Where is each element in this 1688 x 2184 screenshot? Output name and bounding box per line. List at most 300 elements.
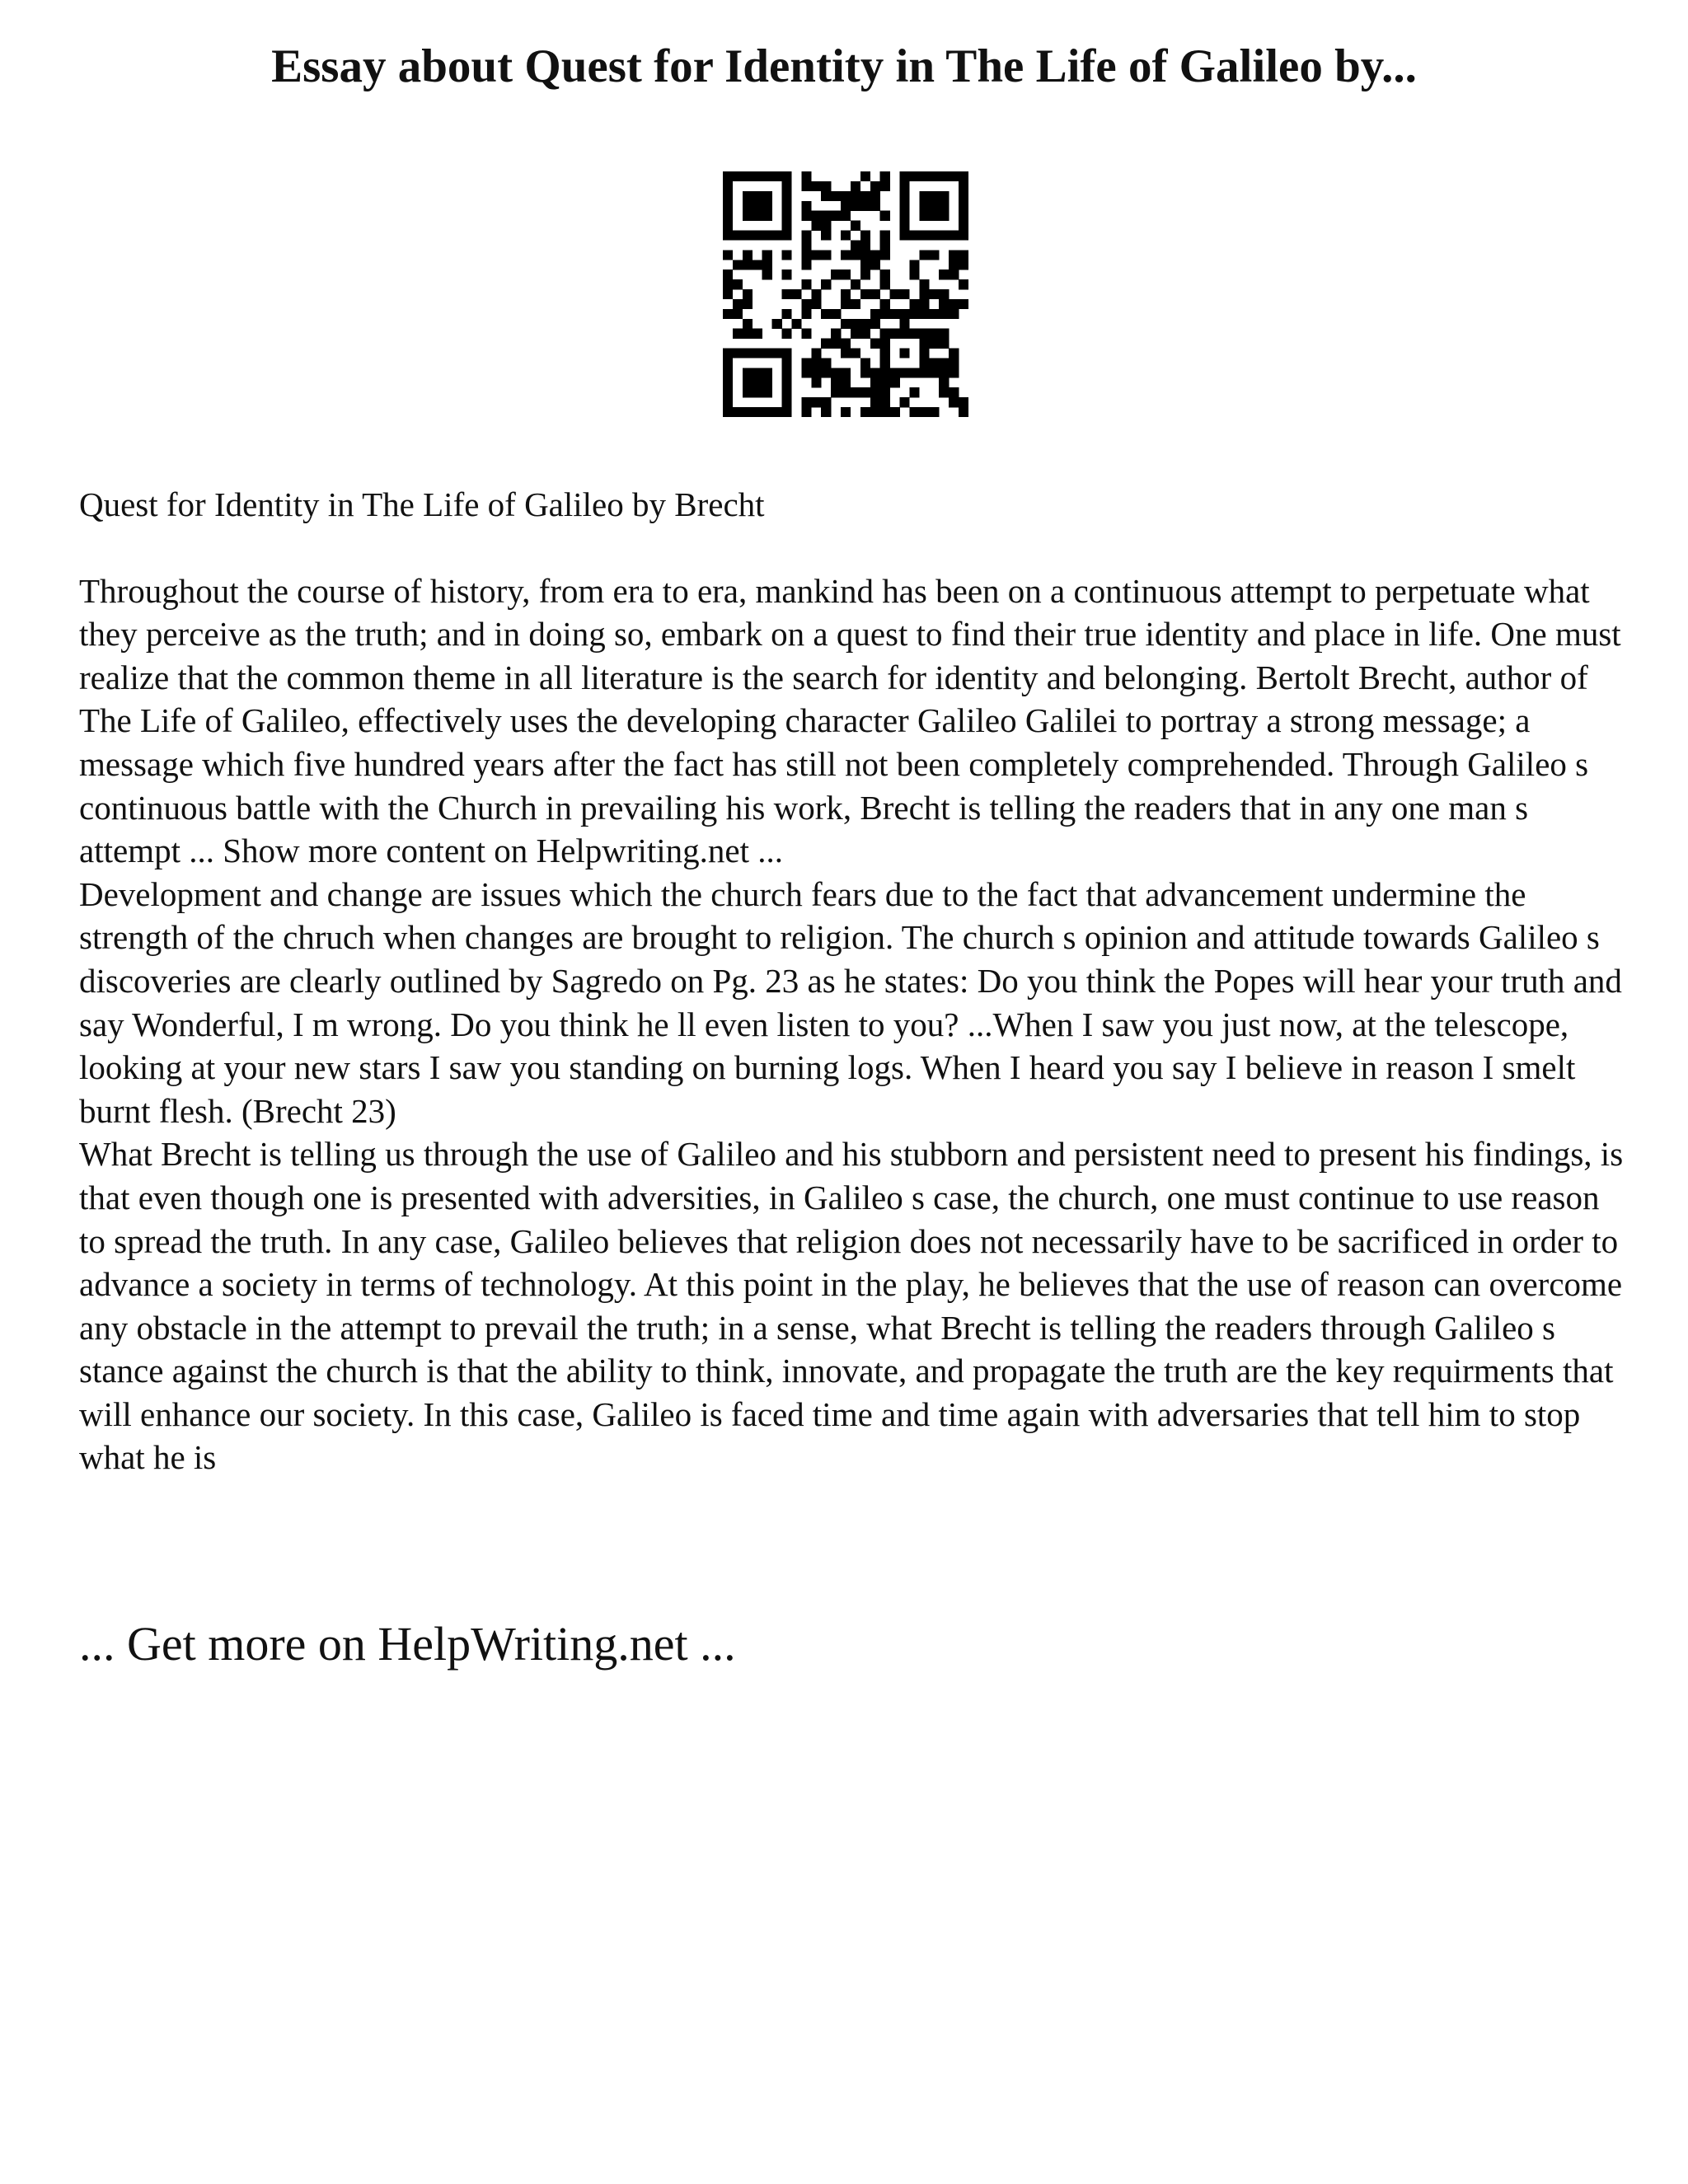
qr-module: [762, 349, 772, 359]
qr-module: [753, 260, 762, 269]
qr-module: [801, 407, 811, 417]
qr-module: [753, 377, 762, 387]
qr-module: [851, 387, 860, 397]
qr-module: [762, 211, 772, 221]
qr-module: [860, 407, 870, 417]
qr-module: [909, 368, 919, 377]
qr-module: [929, 250, 939, 260]
qr-module: [900, 201, 910, 211]
qr-module: [811, 397, 821, 407]
qr-module: [762, 231, 772, 241]
qr-module: [851, 221, 860, 231]
qr-module: [782, 358, 792, 368]
qr-module: [959, 407, 968, 417]
qr-module: [959, 221, 968, 231]
qr-module: [733, 260, 743, 269]
qr-module: [821, 211, 831, 221]
qr-module: [880, 299, 890, 309]
qr-module: [851, 349, 860, 359]
qr-module: [733, 231, 743, 241]
qr-module: [900, 211, 910, 221]
qr-module: [841, 349, 851, 359]
qr-module: [890, 329, 900, 339]
qr-module: [870, 377, 880, 387]
qr-module: [743, 289, 753, 299]
qr-module: [772, 171, 782, 181]
qr-module: [870, 387, 880, 397]
qr-module: [900, 349, 910, 359]
qr-module: [743, 368, 753, 377]
qr-module: [919, 299, 929, 309]
qr-module: [919, 171, 929, 181]
essay-paragraph-1: Throughout the course of history, from era to era, mankind has been on a continuous attempt to perpetuate what they perceive as the truth; and in doing so, embark on a quest to find their true identity and place in life. One must realize that the common theme in all literature is the search for identity and belonging. Bertolt Brecht, author of The Life of Galileo, effectively uses the developing character Galileo Galilei to portray a strong message; a message which five hundred years after the fact has still not been completely comprehended. Through Galileo s continuous battle with the Church in prevailing his work, Brecht is telling the readers that in any one man s attempt ... Show more content on Helpwriting.net ...: [79, 571, 1621, 870]
qr-module: [811, 349, 821, 359]
qr-module: [723, 368, 733, 377]
qr-module: [939, 289, 949, 299]
qr-module: [919, 211, 929, 221]
qr-module: [959, 250, 968, 260]
qr-module: [890, 377, 900, 387]
qr-module: [841, 191, 851, 201]
qr-module: [929, 201, 939, 211]
qr-module: [909, 231, 919, 241]
qr-module: [831, 339, 841, 349]
qr-module: [791, 289, 801, 299]
qr-module: [959, 181, 968, 191]
qr-module: [939, 377, 949, 387]
qr-module: [762, 260, 772, 269]
qr-module: [919, 231, 929, 241]
qr-module: [791, 319, 801, 329]
qr-module: [743, 250, 753, 260]
qr-module: [909, 387, 919, 397]
qr-module: [811, 211, 821, 221]
qr-module: [743, 349, 753, 359]
qr-module: [831, 368, 841, 377]
qr-module: [890, 368, 900, 377]
qr-module: [782, 250, 792, 260]
qr-module: [860, 250, 870, 260]
qr-module: [762, 407, 772, 417]
qr-module: [772, 407, 782, 417]
qr-module: [900, 231, 910, 241]
qr-module: [762, 201, 772, 211]
qr-module: [743, 319, 753, 329]
qr-module: [782, 368, 792, 377]
qr-module: [782, 377, 792, 387]
qr-module: [733, 309, 743, 319]
qr-module: [919, 407, 929, 417]
qr-module: [909, 269, 919, 279]
qr-module: [851, 299, 860, 309]
qr-module: [929, 358, 939, 368]
qr-module: [733, 299, 743, 309]
qr-module: [949, 397, 959, 407]
qr-module: [841, 407, 851, 417]
qr-module: [900, 329, 910, 339]
qr-module: [743, 407, 753, 417]
qr-module: [772, 349, 782, 359]
qr-module: [880, 211, 890, 221]
qr-module: [919, 329, 929, 339]
qr-module: [782, 289, 792, 299]
qr-module: [841, 269, 851, 279]
qr-module: [841, 299, 851, 309]
qr-module: [782, 397, 792, 407]
qr-module: [949, 299, 959, 309]
qr-module: [880, 397, 890, 407]
qr-module: [782, 211, 792, 221]
qr-module: [880, 309, 890, 319]
qr-module: [743, 299, 753, 309]
qr-module: [821, 221, 831, 231]
qr-module: [782, 171, 792, 181]
qr-module: [743, 329, 753, 339]
qr-module: [811, 289, 821, 299]
qr-module: [782, 329, 792, 339]
qr-module: [860, 329, 870, 339]
qr-module: [841, 339, 851, 349]
qr-module: [880, 240, 890, 250]
qr-module: [880, 387, 890, 397]
qr-module: [909, 407, 919, 417]
qr-module: [782, 309, 792, 319]
qr-module: [743, 191, 753, 201]
qr-module: [762, 171, 772, 181]
qr-module: [723, 221, 733, 231]
qr-module: [851, 329, 860, 339]
qr-module: [733, 349, 743, 359]
qr-module: [900, 397, 910, 407]
qr-module: [880, 368, 890, 377]
qr-module: [919, 201, 929, 211]
qr-module: [801, 299, 811, 309]
qr-module: [929, 289, 939, 299]
qr-module: [919, 358, 929, 368]
qr-module: [811, 377, 821, 387]
qr-module: [900, 171, 910, 181]
qr-module: [870, 201, 880, 211]
qr-module: [743, 260, 753, 269]
qr-module: [801, 240, 811, 250]
qr-module: [860, 269, 870, 279]
qr-module: [782, 387, 792, 397]
qr-module: [949, 368, 959, 377]
qr-module: [841, 231, 851, 241]
qr-module: [900, 191, 910, 201]
qr-module: [821, 358, 831, 368]
qr-module: [880, 377, 890, 387]
qr-module: [860, 289, 870, 299]
qr-module: [831, 387, 841, 397]
qr-module: [821, 368, 831, 377]
qr-module: [753, 329, 762, 339]
qr-module: [821, 181, 831, 191]
qr-module: [801, 329, 811, 339]
qr-module: [831, 309, 841, 319]
qr-module: [949, 358, 959, 368]
qr-module: [900, 181, 910, 191]
qr-module: [929, 339, 939, 349]
qr-module: [870, 407, 880, 417]
qr-module: [762, 191, 772, 201]
essay-body: [79, 483, 1629, 1479]
essay-paragraph-3: What Brecht is telling us through the use of Galileo and his stubborn and persistent need to present his findings, is that even though one is presented with adversities, in Galileo s case, the church, one must continue to use reason to spread the truth. In any case, Galileo believes that religion does not necessarily have to be sacrificed in order to advance a society in terms of technology. At this point in the play, he believes that the use of reason can overcome any obstacle in the attempt to prevail the truth; in a sense, what Brecht is telling the readers through Galileo s stance against the church is that the ability to think, innovate, and propagate the truth are the key requirments that will enhance our society. In this case, Galileo is faced time and time again with adversaries that tell him to stop what he is: [79, 1135, 1624, 1477]
qr-module: [841, 387, 851, 397]
get-more-link[interactable]: ... Get more on HelpWriting.net ...: [79, 1617, 736, 1671]
qr-module: [762, 368, 772, 377]
qr-module: [939, 171, 949, 181]
qr-module: [909, 329, 919, 339]
qr-module: [860, 201, 870, 211]
qr-module: [870, 368, 880, 377]
qr-module: [723, 309, 733, 319]
qr-module: [929, 329, 939, 339]
qr-module: [880, 339, 890, 349]
qr-module: [782, 349, 792, 359]
qr-module: [929, 231, 939, 241]
qr-module: [959, 171, 968, 181]
qr-module: [860, 319, 870, 329]
qr-module: [841, 250, 851, 260]
qr-module: [860, 240, 870, 250]
qr-module: [811, 221, 821, 231]
qr-module: [753, 368, 762, 377]
qr-module: [831, 329, 841, 339]
qr-module: [919, 289, 929, 299]
essay-subtitle: Quest for Identity in The Life of Galileo by Brecht: [79, 485, 765, 523]
qr-module: [919, 279, 929, 289]
qr-module: [851, 279, 860, 289]
qr-module: [753, 407, 762, 417]
qr-module: [821, 231, 831, 241]
qr-module: [782, 221, 792, 231]
qr-module: [743, 231, 753, 241]
qr-module: [939, 358, 949, 368]
qr-module: [909, 260, 919, 269]
qr-module: [811, 368, 821, 377]
qr-module: [723, 358, 733, 368]
qr-module: [959, 260, 968, 269]
qr-module: [880, 181, 890, 191]
qr-module: [929, 368, 939, 377]
qr-module: [801, 201, 811, 211]
qr-module: [949, 349, 959, 359]
qr-module: [890, 289, 900, 299]
qr-module: [762, 250, 772, 260]
qr-module: [841, 201, 851, 211]
qr-module: [900, 319, 910, 329]
qr-module: [723, 397, 733, 407]
qr-module: [762, 377, 772, 387]
qr-module: [841, 368, 851, 377]
qr-module: [811, 299, 821, 309]
qr-module: [860, 387, 870, 397]
qr-module: [939, 201, 949, 211]
qr-module: [723, 279, 733, 289]
qr-module: [723, 231, 733, 241]
qr-module: [929, 211, 939, 221]
qr-module: [949, 387, 959, 397]
qr-module: [870, 260, 880, 269]
qr-module: [919, 368, 929, 377]
qr-module: [959, 211, 968, 221]
qr-module: [959, 397, 968, 407]
qr-module: [772, 231, 782, 241]
qr-module: [831, 269, 841, 279]
qr-module: [831, 211, 841, 221]
qr-module: [743, 377, 753, 387]
qr-module: [939, 339, 949, 349]
qr-module: [959, 201, 968, 211]
qr-module: [831, 377, 841, 387]
qr-module: [870, 191, 880, 201]
qr-module: [959, 299, 968, 309]
qr-module: [939, 329, 949, 339]
qr-module: [723, 387, 733, 397]
qr-module: [959, 191, 968, 201]
qr-module: [753, 349, 762, 359]
qr-module: [959, 279, 968, 289]
qr-module: [860, 171, 870, 181]
qr-module: [821, 339, 831, 349]
qr-module: [723, 349, 733, 359]
qr-module: [880, 231, 890, 241]
qr-module: [811, 250, 821, 260]
qr-module: [880, 171, 890, 181]
qr-module: [919, 309, 929, 319]
qr-code-graphic: [723, 171, 968, 417]
qr-module: [841, 211, 851, 221]
qr-module: [949, 250, 959, 260]
qr-module: [753, 231, 762, 241]
qr-module: [880, 279, 890, 289]
qr-module: [851, 319, 860, 329]
qr-module: [733, 171, 743, 181]
qr-module: [929, 191, 939, 201]
qr-module: [851, 181, 860, 191]
qr-module: [772, 319, 782, 329]
qr-module: [939, 211, 949, 221]
qr-module: [733, 279, 743, 289]
qr-module: [801, 358, 811, 368]
qr-module: [860, 231, 870, 241]
qr-module: [801, 211, 811, 221]
qr-module: [723, 250, 733, 260]
qr-module: [860, 358, 870, 368]
qr-module: [851, 250, 860, 260]
qr-module: [753, 191, 762, 201]
qr-module: [782, 201, 792, 211]
qr-module: [782, 407, 792, 417]
qr-module: [870, 319, 880, 329]
qr-module: [831, 191, 841, 201]
qr-module: [939, 299, 949, 309]
qr-module: [870, 250, 880, 260]
qr-module: [841, 289, 851, 299]
qr-module: [890, 309, 900, 319]
qr-module: [782, 181, 792, 191]
qr-module: [821, 309, 831, 319]
qr-module: [870, 309, 880, 319]
qr-module: [949, 171, 959, 181]
qr-module: [753, 211, 762, 221]
qr-module: [919, 250, 929, 260]
qr-module: [753, 201, 762, 211]
qr-module: [801, 309, 811, 319]
qr-module: [821, 191, 831, 201]
qr-module: [811, 358, 821, 368]
qr-module: [939, 387, 949, 397]
qr-module: [821, 250, 831, 260]
qr-module: [851, 191, 860, 201]
qr-module: [821, 397, 831, 407]
qr-module: [900, 309, 910, 319]
qr-module: [821, 407, 831, 417]
qr-module: [811, 181, 821, 191]
qr-module: [860, 368, 870, 377]
qr-module: [909, 299, 919, 309]
qr-module: [743, 171, 753, 181]
qr-module: [723, 211, 733, 221]
qr-module: [900, 221, 910, 231]
qr-module: [919, 339, 929, 349]
qr-module: [880, 358, 890, 368]
qr-module: [723, 191, 733, 201]
qr-module: [801, 368, 811, 377]
qr-module: [900, 289, 910, 299]
qr-module: [743, 201, 753, 211]
qr-module: [782, 191, 792, 201]
qr-module: [801, 250, 811, 260]
qr-module: [949, 231, 959, 241]
qr-module: [723, 377, 733, 387]
qr-module: [880, 329, 890, 339]
qr-module: [939, 309, 949, 319]
qr-module: [870, 397, 880, 407]
essay-paragraph-2: Development and change are issues which the church fears due to the fact that advancement undermine the strength of the chruch when changes are brought to religion. The church s opinion and attitude towards Galileo s discoveries are clearly outlined by Sagredo on Pg. 23 as he states: Do you think the Popes will hear your truth and say Wonderful, I m wrong. Do you think he ll even listen to you? ...When I saw you just now, at the telescope, looking at your new stars I saw you standing on burning logs. When I heard you say I believe in reason I smelt burnt flesh. (Brecht 23): [79, 874, 1622, 1130]
qr-module: [801, 279, 811, 289]
qr-module: [801, 231, 811, 241]
qr-module: [919, 191, 929, 201]
qr-module: [929, 309, 939, 319]
qr-module: [919, 349, 929, 359]
qr-module: [929, 171, 939, 181]
qr-module: [870, 181, 880, 191]
qr-module: [753, 387, 762, 397]
qr-module: [801, 181, 811, 191]
qr-module: [723, 407, 733, 417]
qr-module: [733, 407, 743, 417]
qr-module: [870, 339, 880, 349]
qr-module: [723, 289, 733, 299]
qr-module: [801, 260, 811, 269]
qr-module: [860, 191, 870, 201]
qr-module: [860, 260, 870, 269]
qr-module: [851, 201, 860, 211]
qr-module: [723, 181, 733, 191]
qr-module: [939, 368, 949, 377]
qr-module: [782, 231, 792, 241]
qr-module: [949, 269, 959, 279]
qr-module: [880, 407, 890, 417]
qr-module: [762, 269, 772, 279]
qr-module: [939, 191, 949, 201]
qr-module: [939, 231, 949, 241]
qr-module: [801, 171, 811, 181]
qr-module: [949, 309, 959, 319]
qr-module: [723, 269, 733, 279]
